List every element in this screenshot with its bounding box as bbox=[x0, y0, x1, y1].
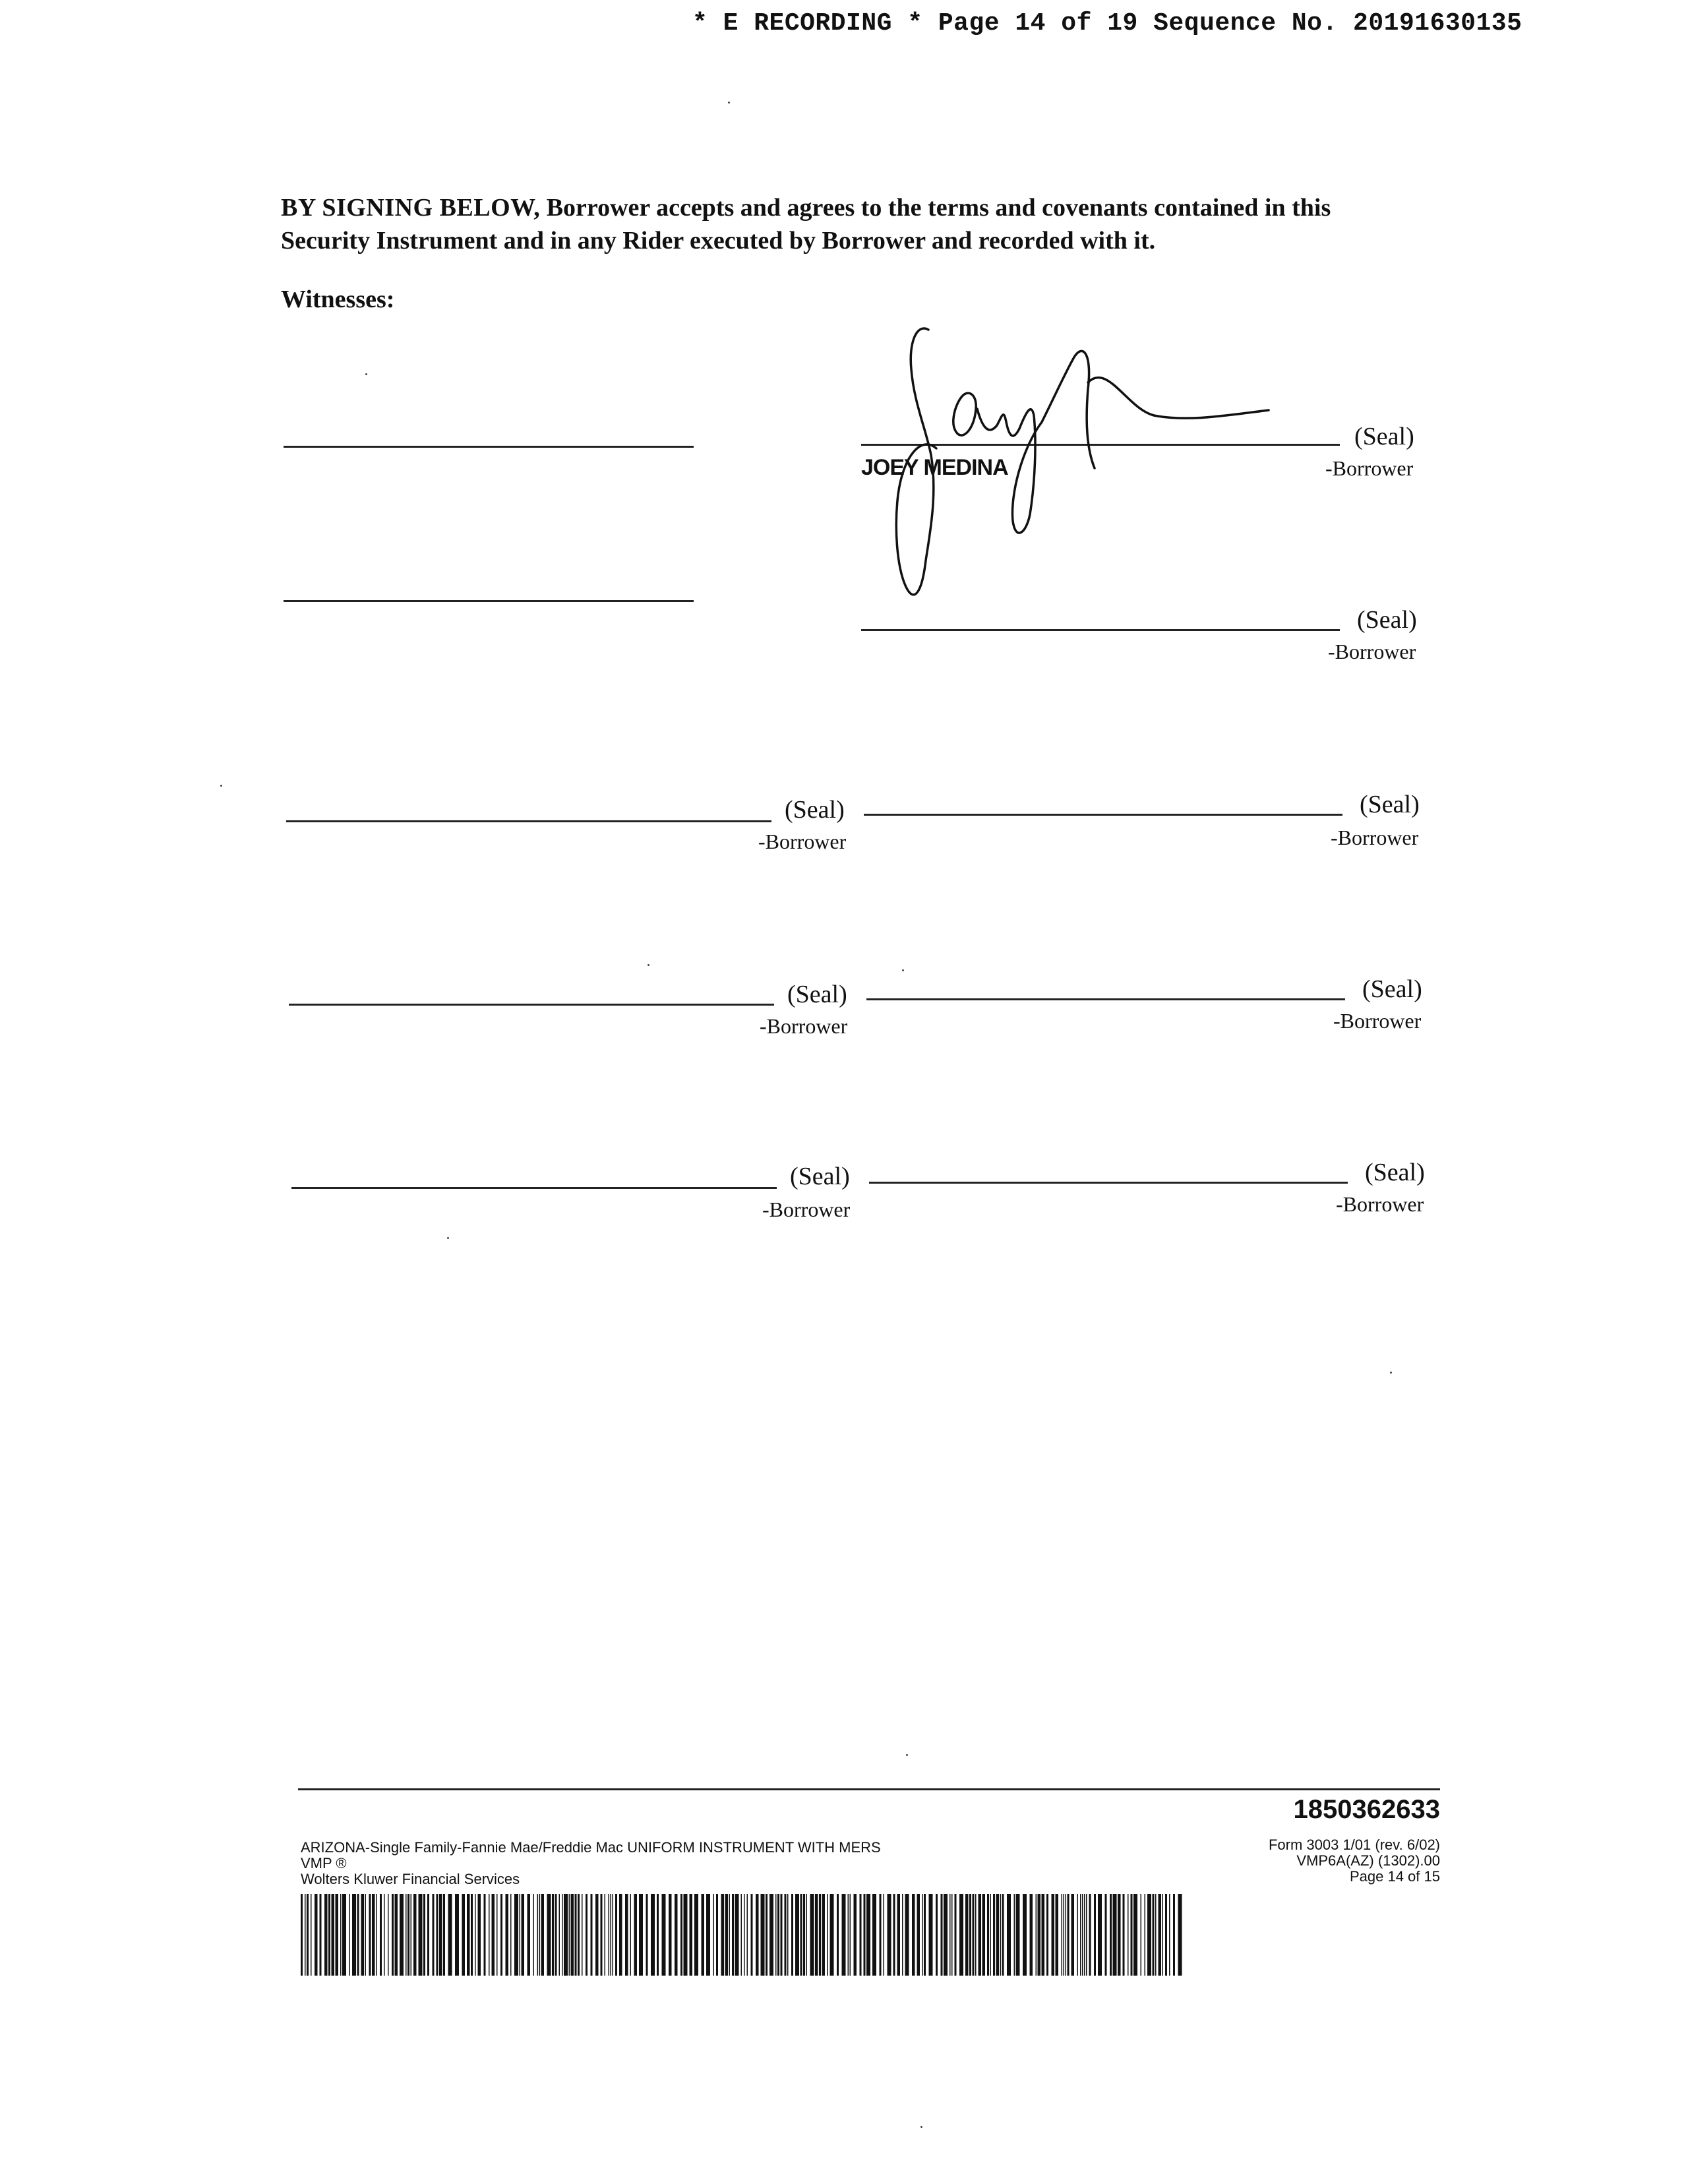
barcode-bar bbox=[1062, 1894, 1063, 1976]
barcode-bar bbox=[555, 1894, 557, 1976]
signing-statement bbox=[281, 191, 1422, 257]
barcode-bar bbox=[747, 1894, 748, 1976]
barcode-bar bbox=[973, 1894, 975, 1976]
barcode-bar bbox=[1082, 1894, 1083, 1976]
barcode-bar bbox=[777, 1894, 779, 1976]
barcode-bar bbox=[1038, 1894, 1041, 1976]
form-description bbox=[301, 1840, 1092, 1887]
borrower-signature-line-3[interactable] bbox=[286, 820, 771, 822]
barcode-bar bbox=[369, 1894, 371, 1976]
barcode-bar bbox=[328, 1894, 330, 1976]
barcode-bar bbox=[951, 1894, 953, 1976]
barcode-bar bbox=[1155, 1894, 1157, 1976]
barcode-bar bbox=[537, 1894, 539, 1976]
barcode-bar bbox=[866, 1894, 870, 1976]
barcode-bar bbox=[830, 1894, 834, 1976]
borrower-label: -Borrower bbox=[1325, 456, 1414, 480]
publisher: Wolters Kluwer Financial Services bbox=[301, 1871, 520, 1887]
barcode-bar bbox=[1014, 1894, 1015, 1976]
borrower-signature-line-5[interactable] bbox=[289, 1004, 774, 1006]
barcode-bar bbox=[684, 1894, 688, 1976]
barcode-bar bbox=[822, 1894, 826, 1976]
barcode-bar bbox=[349, 1894, 351, 1976]
seal-label: (Seal) bbox=[1365, 1159, 1425, 1186]
barcode-bar bbox=[630, 1894, 632, 1976]
barcode-bar bbox=[406, 1894, 407, 1976]
barcode-bar bbox=[1066, 1894, 1067, 1976]
barcode-bar bbox=[506, 1894, 509, 1976]
barcode-bar bbox=[547, 1894, 551, 1976]
barcode-bar bbox=[462, 1894, 466, 1976]
borrower-signature-line-2[interactable] bbox=[861, 629, 1340, 631]
barcode-bar bbox=[522, 1894, 525, 1976]
scan-speck bbox=[447, 1237, 449, 1239]
scan-speck bbox=[365, 373, 367, 375]
barcode-bar bbox=[634, 1894, 638, 1976]
barcode-bar bbox=[400, 1894, 404, 1976]
barcode-bar bbox=[1162, 1894, 1164, 1976]
barcode-bar bbox=[489, 1894, 490, 1976]
barcode-bar bbox=[872, 1894, 876, 1976]
barcode-bar bbox=[837, 1894, 839, 1976]
scan-speck bbox=[902, 969, 904, 971]
barcode-bar bbox=[1123, 1894, 1125, 1976]
barcode-bar bbox=[311, 1894, 312, 1976]
barcode-bar bbox=[324, 1894, 328, 1976]
barcode-bar bbox=[591, 1894, 593, 1976]
form-title: ARIZONA-Single Family-Fannie Mae/Freddie Mac UNIFORM INSTRUMENT WITH MERS bbox=[301, 1839, 881, 1856]
barcode-bar bbox=[1068, 1894, 1070, 1976]
barcode-bar bbox=[564, 1894, 568, 1976]
borrower-label: -Borrower bbox=[760, 1014, 848, 1038]
barcode-bar bbox=[912, 1894, 915, 1976]
barcode-bar bbox=[376, 1894, 377, 1976]
seal-label: (Seal) bbox=[790, 1163, 850, 1190]
scan-speck bbox=[648, 964, 649, 966]
barcode-bar bbox=[1153, 1894, 1155, 1976]
barcode-bar bbox=[380, 1894, 382, 1976]
barcode-bar bbox=[575, 1894, 577, 1976]
borrower-label: -Borrower bbox=[1336, 1192, 1424, 1216]
barcode-bar bbox=[880, 1894, 882, 1976]
scan-speck bbox=[920, 2126, 922, 2128]
barcode-bar bbox=[905, 1894, 909, 1976]
barcode-bar bbox=[864, 1894, 866, 1976]
barcode-bar bbox=[361, 1894, 365, 1976]
barcode-bar bbox=[669, 1894, 672, 1976]
barcode-bar bbox=[601, 1894, 603, 1976]
barcode-bar bbox=[769, 1894, 773, 1976]
barcode-bar bbox=[781, 1894, 783, 1976]
barcode-bar bbox=[662, 1894, 666, 1976]
barcode-bar bbox=[993, 1894, 995, 1976]
barcode-bar bbox=[741, 1894, 742, 1976]
barcode-bar bbox=[1173, 1894, 1175, 1976]
borrower-label: -Borrower bbox=[1333, 1009, 1422, 1033]
borrower-label: -Borrower bbox=[762, 1198, 851, 1221]
barcode-bar bbox=[702, 1894, 705, 1976]
barcode-bar bbox=[810, 1894, 814, 1976]
barcode-bar bbox=[342, 1894, 346, 1976]
barcode-bar bbox=[732, 1894, 734, 1976]
barcode-bar bbox=[492, 1894, 495, 1976]
barcode-bar bbox=[694, 1894, 698, 1976]
barcode-bar bbox=[800, 1894, 802, 1976]
barcode-bar bbox=[1036, 1894, 1037, 1976]
barcode-bar bbox=[605, 1894, 606, 1976]
borrower-signature-line-6[interactable] bbox=[866, 998, 1345, 1000]
barcode-bar bbox=[860, 1894, 862, 1976]
scan-speck bbox=[220, 785, 222, 787]
barcode-bar bbox=[657, 1894, 659, 1976]
barcode-bar bbox=[392, 1894, 394, 1976]
barcode-bar bbox=[609, 1894, 610, 1976]
barcode-bar bbox=[352, 1894, 356, 1976]
barcode-bar bbox=[1098, 1894, 1102, 1976]
barcode-bar bbox=[1002, 1894, 1004, 1976]
barcode-bar bbox=[1071, 1894, 1075, 1976]
barcode-bar bbox=[533, 1894, 535, 1976]
vmp-mark: VMP ® bbox=[301, 1855, 347, 1871]
barcode-bar bbox=[615, 1894, 617, 1976]
barcode-bar bbox=[848, 1894, 849, 1976]
barcode-bar bbox=[1064, 1894, 1065, 1976]
barcode-bar bbox=[675, 1894, 678, 1976]
barcode-bar bbox=[917, 1894, 920, 1976]
barcode-bar bbox=[1030, 1894, 1033, 1976]
barcode-bar bbox=[1089, 1894, 1091, 1976]
barcode-bar bbox=[806, 1894, 808, 1976]
borrower-signature-line-8[interactable] bbox=[869, 1182, 1348, 1184]
barcode-bar bbox=[315, 1894, 318, 1976]
barcode-bar bbox=[959, 1894, 963, 1976]
barcode-bar bbox=[595, 1894, 599, 1976]
borrower-label: -Borrower bbox=[1328, 640, 1416, 663]
barcode-bar bbox=[893, 1894, 895, 1976]
signing-statement-text: Borrower accepts and agrees to the terms and covenants contained in this Security Instrument and in any Rider executed by Borrower and recorded with it. bbox=[281, 194, 1331, 255]
barcode-bar bbox=[888, 1894, 891, 1976]
barcode-bar bbox=[996, 1894, 1000, 1976]
barcode-bar bbox=[372, 1894, 375, 1976]
barcode-bar bbox=[744, 1894, 745, 1976]
barcode-bar bbox=[815, 1894, 818, 1976]
barcode-bar bbox=[433, 1894, 435, 1976]
barcode-bar bbox=[721, 1894, 725, 1976]
barcode-bar bbox=[803, 1894, 805, 1976]
barcode-bar bbox=[827, 1894, 828, 1976]
borrower-signature-line-4[interactable] bbox=[864, 814, 1342, 816]
form-info bbox=[1174, 1837, 1440, 1885]
witness-line-1[interactable] bbox=[284, 446, 694, 448]
barcode-bar bbox=[307, 1894, 309, 1976]
barcode-bar bbox=[680, 1894, 682, 1976]
barcode-bar bbox=[690, 1894, 693, 1976]
barcode-icon bbox=[301, 1894, 1184, 1976]
barcode-bar bbox=[423, 1894, 425, 1976]
barcode-bar bbox=[936, 1894, 938, 1976]
barcode-bar bbox=[850, 1894, 851, 1976]
barcode-bar bbox=[990, 1894, 992, 1976]
barcode-bar bbox=[365, 1894, 367, 1976]
barcode-bar bbox=[725, 1894, 729, 1976]
scan-speck bbox=[1390, 1372, 1392, 1374]
barcode-bar bbox=[1145, 1894, 1146, 1976]
barcode-bar bbox=[965, 1894, 969, 1976]
barcode-bar bbox=[340, 1894, 342, 1976]
barcode-bar bbox=[785, 1894, 787, 1976]
barcode-bar bbox=[1080, 1894, 1081, 1976]
barcode-bar bbox=[336, 1894, 339, 1976]
barcode-bar bbox=[922, 1894, 923, 1976]
barcode-bar bbox=[552, 1894, 554, 1976]
barcode-bar bbox=[320, 1894, 322, 1976]
barcode-bar bbox=[735, 1894, 739, 1976]
seal-label: (Seal) bbox=[1360, 791, 1420, 818]
form-number: Form 3003 1/01 (rev. 6/02) bbox=[1268, 1836, 1440, 1853]
barcode-bar bbox=[1016, 1894, 1020, 1976]
barcode-bar bbox=[388, 1894, 389, 1976]
barcode-bar bbox=[407, 1894, 409, 1976]
recording-header: * E RECORDING * Page 14 of 19 Sequence No. 20191630135 bbox=[692, 9, 1522, 38]
barcode-bar bbox=[571, 1894, 574, 1976]
barcode-bar bbox=[484, 1894, 486, 1976]
barcode-bar bbox=[1084, 1894, 1085, 1976]
scan-speck bbox=[728, 102, 730, 104]
barcode-bar bbox=[982, 1894, 986, 1976]
barcode-bar bbox=[955, 1894, 957, 1976]
barcode-bar bbox=[1110, 1894, 1112, 1976]
handwritten-signature bbox=[857, 317, 1292, 607]
barcode-bar bbox=[706, 1894, 710, 1976]
barcode-bar bbox=[1178, 1894, 1182, 1976]
barcode-bar bbox=[761, 1894, 765, 1976]
barcode-bar bbox=[411, 1894, 412, 1976]
barcode-bar bbox=[455, 1894, 459, 1976]
barcode-bar bbox=[1128, 1894, 1129, 1976]
barcode-bar bbox=[1056, 1894, 1059, 1976]
barcode-bar bbox=[1159, 1894, 1162, 1976]
barcode-bar bbox=[969, 1894, 971, 1976]
barcode-bar bbox=[559, 1894, 560, 1976]
barcode-bar bbox=[1118, 1894, 1121, 1976]
barcode-bar bbox=[305, 1894, 306, 1976]
barcode-bar bbox=[514, 1894, 518, 1976]
barcode-bar bbox=[541, 1894, 545, 1976]
barcode-bar bbox=[500, 1894, 502, 1976]
barcode-bar bbox=[944, 1894, 948, 1976]
borrower-label: -Borrower bbox=[758, 830, 847, 853]
barcode-bar bbox=[975, 1894, 977, 1976]
barcode-bar bbox=[751, 1894, 753, 1976]
barcode-bar bbox=[787, 1894, 789, 1976]
barcode-bar bbox=[1147, 1894, 1151, 1976]
barcode-bar bbox=[1077, 1894, 1079, 1976]
barcode-bar bbox=[756, 1894, 759, 1976]
barcode-bar bbox=[475, 1894, 476, 1976]
borrower-label: -Borrower bbox=[1331, 826, 1419, 849]
barcode-bar bbox=[1105, 1894, 1107, 1976]
barcode-bar bbox=[1046, 1894, 1048, 1976]
footer-divider bbox=[298, 1788, 1440, 1790]
barcode-bar bbox=[586, 1894, 588, 1976]
barcode-bar bbox=[766, 1894, 768, 1976]
barcode-bar bbox=[854, 1894, 857, 1976]
barcode-bar bbox=[611, 1894, 612, 1976]
form-page: Page 14 of 15 bbox=[1349, 1868, 1440, 1885]
barcode-bar bbox=[384, 1894, 385, 1976]
barcode-bar bbox=[569, 1894, 570, 1976]
barcode-bar bbox=[884, 1894, 885, 1976]
seal-label: (Seal) bbox=[1354, 423, 1414, 450]
barcode-bar bbox=[950, 1894, 951, 1976]
witnesses-label: Witnesses: bbox=[281, 286, 395, 313]
barcode-bar bbox=[1113, 1894, 1117, 1976]
barcode-bar bbox=[582, 1894, 583, 1976]
barcode-bar bbox=[1042, 1894, 1045, 1976]
borrower-signature-line-7[interactable] bbox=[291, 1187, 777, 1189]
barcode-bar bbox=[713, 1894, 715, 1976]
barcode-bar bbox=[924, 1894, 926, 1976]
barcode-bar bbox=[646, 1894, 648, 1976]
loan-number: 1850362633 bbox=[1293, 1795, 1440, 1824]
barcode-bar bbox=[413, 1894, 417, 1976]
barcode-bar bbox=[1141, 1894, 1142, 1976]
barcode-bar bbox=[1131, 1894, 1133, 1976]
barcode-bar bbox=[562, 1894, 563, 1976]
barcode-bar bbox=[716, 1894, 718, 1976]
barcode-bar bbox=[1133, 1894, 1137, 1976]
signing-statement-lead: BY SIGNING BELOW, bbox=[281, 194, 541, 222]
barcode-bar bbox=[395, 1894, 398, 1976]
barcode-bar bbox=[419, 1894, 423, 1976]
barcode-bar bbox=[729, 1894, 731, 1976]
barcode-bar bbox=[301, 1894, 303, 1976]
barcode-bar bbox=[625, 1894, 628, 1976]
seal-label: (Seal) bbox=[1357, 606, 1417, 634]
barcode-bar bbox=[427, 1894, 429, 1976]
barcode-bar bbox=[510, 1894, 512, 1976]
barcode-bar bbox=[929, 1894, 933, 1976]
barcode-bar bbox=[639, 1894, 643, 1976]
barcode-bar bbox=[437, 1894, 438, 1976]
barcode-bar bbox=[471, 1894, 473, 1976]
barcode-bar bbox=[795, 1894, 799, 1976]
barcode-bar bbox=[443, 1894, 445, 1976]
barcode-bar bbox=[439, 1894, 442, 1976]
barcode-bar bbox=[478, 1894, 481, 1976]
barcode-bar bbox=[791, 1894, 793, 1976]
barcode-bar bbox=[1169, 1894, 1170, 1976]
barcode-bar bbox=[842, 1894, 846, 1976]
borrower-printed-name: JOEY MEDINA bbox=[861, 455, 1008, 480]
barcode-bar bbox=[1094, 1894, 1096, 1976]
barcode-bar bbox=[1086, 1894, 1087, 1976]
barcode-bar bbox=[613, 1894, 614, 1976]
barcode-bar bbox=[819, 1894, 821, 1976]
barcode-bar bbox=[897, 1894, 901, 1976]
barcode-bar bbox=[775, 1894, 777, 1976]
barcode-bar bbox=[1007, 1894, 1011, 1976]
barcode-bar bbox=[941, 1894, 943, 1976]
scan-speck bbox=[906, 1754, 908, 1756]
form-code: VMP6A(AZ) (1302).00 bbox=[1296, 1852, 1440, 1869]
barcode-bar bbox=[332, 1894, 335, 1976]
barcode-bar bbox=[1023, 1894, 1027, 1976]
seal-label: (Seal) bbox=[785, 796, 845, 824]
barcode-bar bbox=[619, 1894, 622, 1976]
barcode-bar bbox=[979, 1894, 982, 1976]
barcode-bar bbox=[497, 1894, 498, 1976]
barcode-bar bbox=[1000, 1894, 1002, 1976]
barcode-bar bbox=[448, 1894, 452, 1976]
barcode-bar bbox=[467, 1894, 470, 1976]
barcode-bar bbox=[528, 1894, 531, 1976]
barcode-bar bbox=[902, 1894, 903, 1976]
barcode-bar bbox=[987, 1894, 989, 1976]
barcode-bar bbox=[357, 1894, 359, 1976]
witness-line-2[interactable] bbox=[284, 600, 694, 602]
barcode-bar bbox=[520, 1894, 521, 1976]
barcode-bar bbox=[651, 1894, 655, 1976]
seal-label: (Seal) bbox=[787, 981, 847, 1008]
seal-label: (Seal) bbox=[1362, 975, 1422, 1003]
barcode-bar bbox=[1052, 1894, 1055, 1976]
barcode-bar bbox=[539, 1894, 541, 1976]
barcode-bar bbox=[1165, 1894, 1167, 1976]
barcode-bar bbox=[578, 1894, 580, 1976]
